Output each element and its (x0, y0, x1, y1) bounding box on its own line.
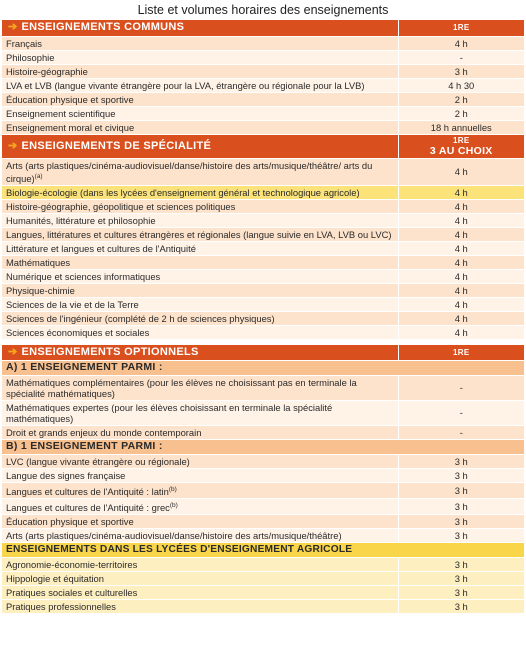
table-row (2, 120, 524, 134)
optionnels-a-header-label: A) 1 ENSEIGNEMENT PARMI : (2, 360, 524, 375)
specialite-hours: 4 h (398, 185, 524, 199)
optionnels-a-header (2, 360, 524, 375)
communs-course-name: Éducation physique et sportive (2, 92, 398, 106)
specialite-header (2, 134, 524, 158)
table-row (2, 227, 524, 241)
table-row (2, 213, 524, 227)
table-row (2, 454, 524, 468)
specialite-hours: 4 h (398, 297, 524, 311)
optionnels-b-course-name: Langues et cultures de l'Antiquité : grec$^{(b)}$ (2, 498, 398, 514)
communs-column-label: 1RE (453, 23, 470, 33)
optionnels-a-hours: - (398, 375, 524, 400)
specialite-course-name: Langues, littératures et cultures étrangères et régionales (langue suivie en LVA, LVB ou LVC) (2, 227, 398, 241)
table-row (2, 375, 524, 400)
specialite-hours: 4 h (398, 269, 524, 283)
table-row (2, 78, 524, 92)
optionnels-a-course-name: Droit et grands enjeux du monde contemporain (2, 425, 398, 439)
table-row (2, 425, 524, 439)
communs-hours: 4 h 30 (398, 78, 524, 92)
specialite-column-label: 1RE (453, 135, 470, 145)
optionnels-a-course-name: Mathématiques complémentaires (pour les élèves ne choisissant pas en terminale la spécialité mathématiques) (2, 375, 398, 400)
agricole-header-label: ENSEIGNEMENTS DANS LES LYCÉES D'ENSEIGNEMENT AGRICOLE (2, 542, 524, 557)
table-row (2, 311, 524, 325)
optionnels-a-hours: - (398, 400, 524, 425)
table-row (2, 269, 524, 283)
optionnels-b-hours: 3 h (398, 454, 524, 468)
specialite-course-name: Physique-chimie (2, 283, 398, 297)
communs-course-name: LVA et LVB (langue vivante étrangère pour la LVA, étrangère ou régionale pour la LVB) (2, 78, 398, 92)
specialite-title-text: ENSEIGNEMENTS DE SPÉCIALITÉ (21, 139, 212, 152)
optionnels-a-hours: - (398, 425, 524, 439)
table-row (2, 36, 524, 50)
communs-hours: 2 h (398, 92, 524, 106)
specialite-course-name: Arts (arts plastiques/cinéma-audiovisuel/danse/histoire des arts/musique/théâtre/ arts du cirque)$^{(a)}$ (2, 158, 398, 185)
optionnels-b-header (2, 439, 524, 454)
agricole-hours: 3 h (398, 599, 524, 613)
specialite-course-name: Littérature et langues et cultures de l'Antiquité (2, 241, 398, 255)
specialite-title (2, 134, 398, 158)
optionnels-column-label: 1RE (453, 347, 470, 357)
table-row (2, 297, 524, 311)
specialite-hours: 4 h (398, 227, 524, 241)
agricole-hours: 3 h (398, 585, 524, 599)
optionnels-b-hours: 3 h (398, 498, 524, 514)
specialite-course-name: Sciences de la vie et de la Terre (2, 297, 398, 311)
table-row (2, 557, 524, 571)
arrow-right-icon: ➔ (8, 139, 18, 152)
specialite-hours: 4 h (398, 255, 524, 269)
table-row (2, 325, 524, 339)
communs-column-header (398, 20, 524, 36)
table-row (2, 255, 524, 269)
specialite-hours: 4 h (398, 311, 524, 325)
table-row (2, 50, 524, 64)
optionnels-b-hours: 3 h (398, 482, 524, 498)
communs-course-name: Français (2, 36, 398, 50)
communs-course-name: Histoire-géographie (2, 64, 398, 78)
communs-hours: 3 h (398, 64, 524, 78)
arrow-right-icon: ➔ (8, 345, 18, 358)
specialite-column-sublabel: 3 AU CHOIX (429, 144, 493, 157)
specialite-hours: 4 h (398, 158, 524, 185)
table-row (2, 468, 524, 482)
agricole-course-name: Pratiques professionnelles (2, 599, 398, 613)
optionnels-b-course-name: LVC (langue vivante étrangère ou régionale) (2, 454, 398, 468)
arrow-right-icon: ➔ (8, 21, 18, 34)
table-row (2, 185, 524, 199)
optionnels-b-hours: 3 h (398, 514, 524, 528)
optionnels-b-course-name: Arts (arts plastiques/cinéma-audiovisuel/danse/histoire des arts/musique/théâtre) (2, 528, 398, 542)
agricole-header (2, 542, 524, 557)
optionnels-b-hours: 3 h (398, 528, 524, 542)
optionnels-b-course-name: Éducation physique et sportive (2, 514, 398, 528)
communs-course-name: Enseignement moral et civique (2, 120, 398, 134)
optionnels-b-course-name: Langue des signes française (2, 468, 398, 482)
specialite-hours: 4 h (398, 213, 524, 227)
communs-hours: 18 h annuelles (398, 120, 524, 134)
specialite-hours: 4 h (398, 241, 524, 255)
table-row (2, 585, 524, 599)
specialite-course-name: Humanités, littérature et philosophie (2, 213, 398, 227)
specialite-course-name: Biologie-écologie (dans les lycées d'enseignement général et technologique agricole) (2, 185, 398, 199)
communs-course-name: Enseignement scientifique (2, 106, 398, 120)
table-row (2, 92, 524, 106)
table-row (2, 528, 524, 542)
table-row (2, 158, 524, 185)
optionnels-b-header-label: B) 1 ENSEIGNEMENT PARMI : (2, 439, 524, 454)
specialite-course-name: Mathématiques (2, 255, 398, 269)
specialite-course-name: Sciences de l'ingénieur (complété de 2 h de sciences physiques) (2, 311, 398, 325)
communs-hours: - (398, 50, 524, 64)
table-row (2, 514, 524, 528)
optionnels-column-header (398, 344, 524, 360)
page-title: Liste et volumes horaires des enseignements (137, 3, 389, 17)
agricole-hours: 3 h (398, 557, 524, 571)
agricole-hours: 3 h (398, 571, 524, 585)
agricole-course-name: Agronomie-économie-territoires (2, 557, 398, 571)
table-row (2, 283, 524, 297)
optionnels-header (2, 344, 524, 360)
courses-table (2, 20, 524, 614)
optionnels-b-course-name: Langues et cultures de l'Antiquité : latin$^{(b)}$ (2, 482, 398, 498)
specialite-hours: 4 h (398, 199, 524, 213)
table-row (2, 106, 524, 120)
table-row (2, 599, 524, 613)
communs-hours: 2 h (398, 106, 524, 120)
specialite-column-header (398, 134, 524, 158)
table-row (2, 571, 524, 585)
specialite-course-name: Numérique et sciences informatiques (2, 269, 398, 283)
table-row (2, 400, 524, 425)
specialite-hours: 4 h (398, 283, 524, 297)
optionnels-title (2, 344, 398, 360)
table-row (2, 241, 524, 255)
specialite-hours: 4 h (398, 325, 524, 339)
footnote-marker: (b) (168, 485, 177, 493)
table-row (2, 482, 524, 498)
communs-title (2, 20, 398, 36)
footnote-marker: (a) (34, 172, 43, 180)
communs-hours: 4 h (398, 36, 524, 50)
agricole-course-name: Hippologie et équitation (2, 571, 398, 585)
communs-header (2, 20, 524, 36)
communs-title-text: ENSEIGNEMENTS COMMUNS (21, 21, 185, 34)
table-row (2, 64, 524, 78)
footnote-marker: (b) (169, 501, 178, 509)
specialite-course-name: Sciences économiques et sociales (2, 325, 398, 339)
specialite-course-name: Histoire-géographie, géopolitique et sciences politiques (2, 199, 398, 213)
optionnels-b-hours: 3 h (398, 468, 524, 482)
communs-course-name: Philosophie (2, 50, 398, 64)
table-row (2, 199, 524, 213)
agricole-course-name: Pratiques sociales et culturelles (2, 585, 398, 599)
table-row (2, 498, 524, 514)
optionnels-a-course-name: Mathématiques expertes (pour les élèves choisissant en terminale la spécialité mathématiques) (2, 400, 398, 425)
optionnels-title-text: ENSEIGNEMENTS OPTIONNELS (21, 345, 199, 358)
